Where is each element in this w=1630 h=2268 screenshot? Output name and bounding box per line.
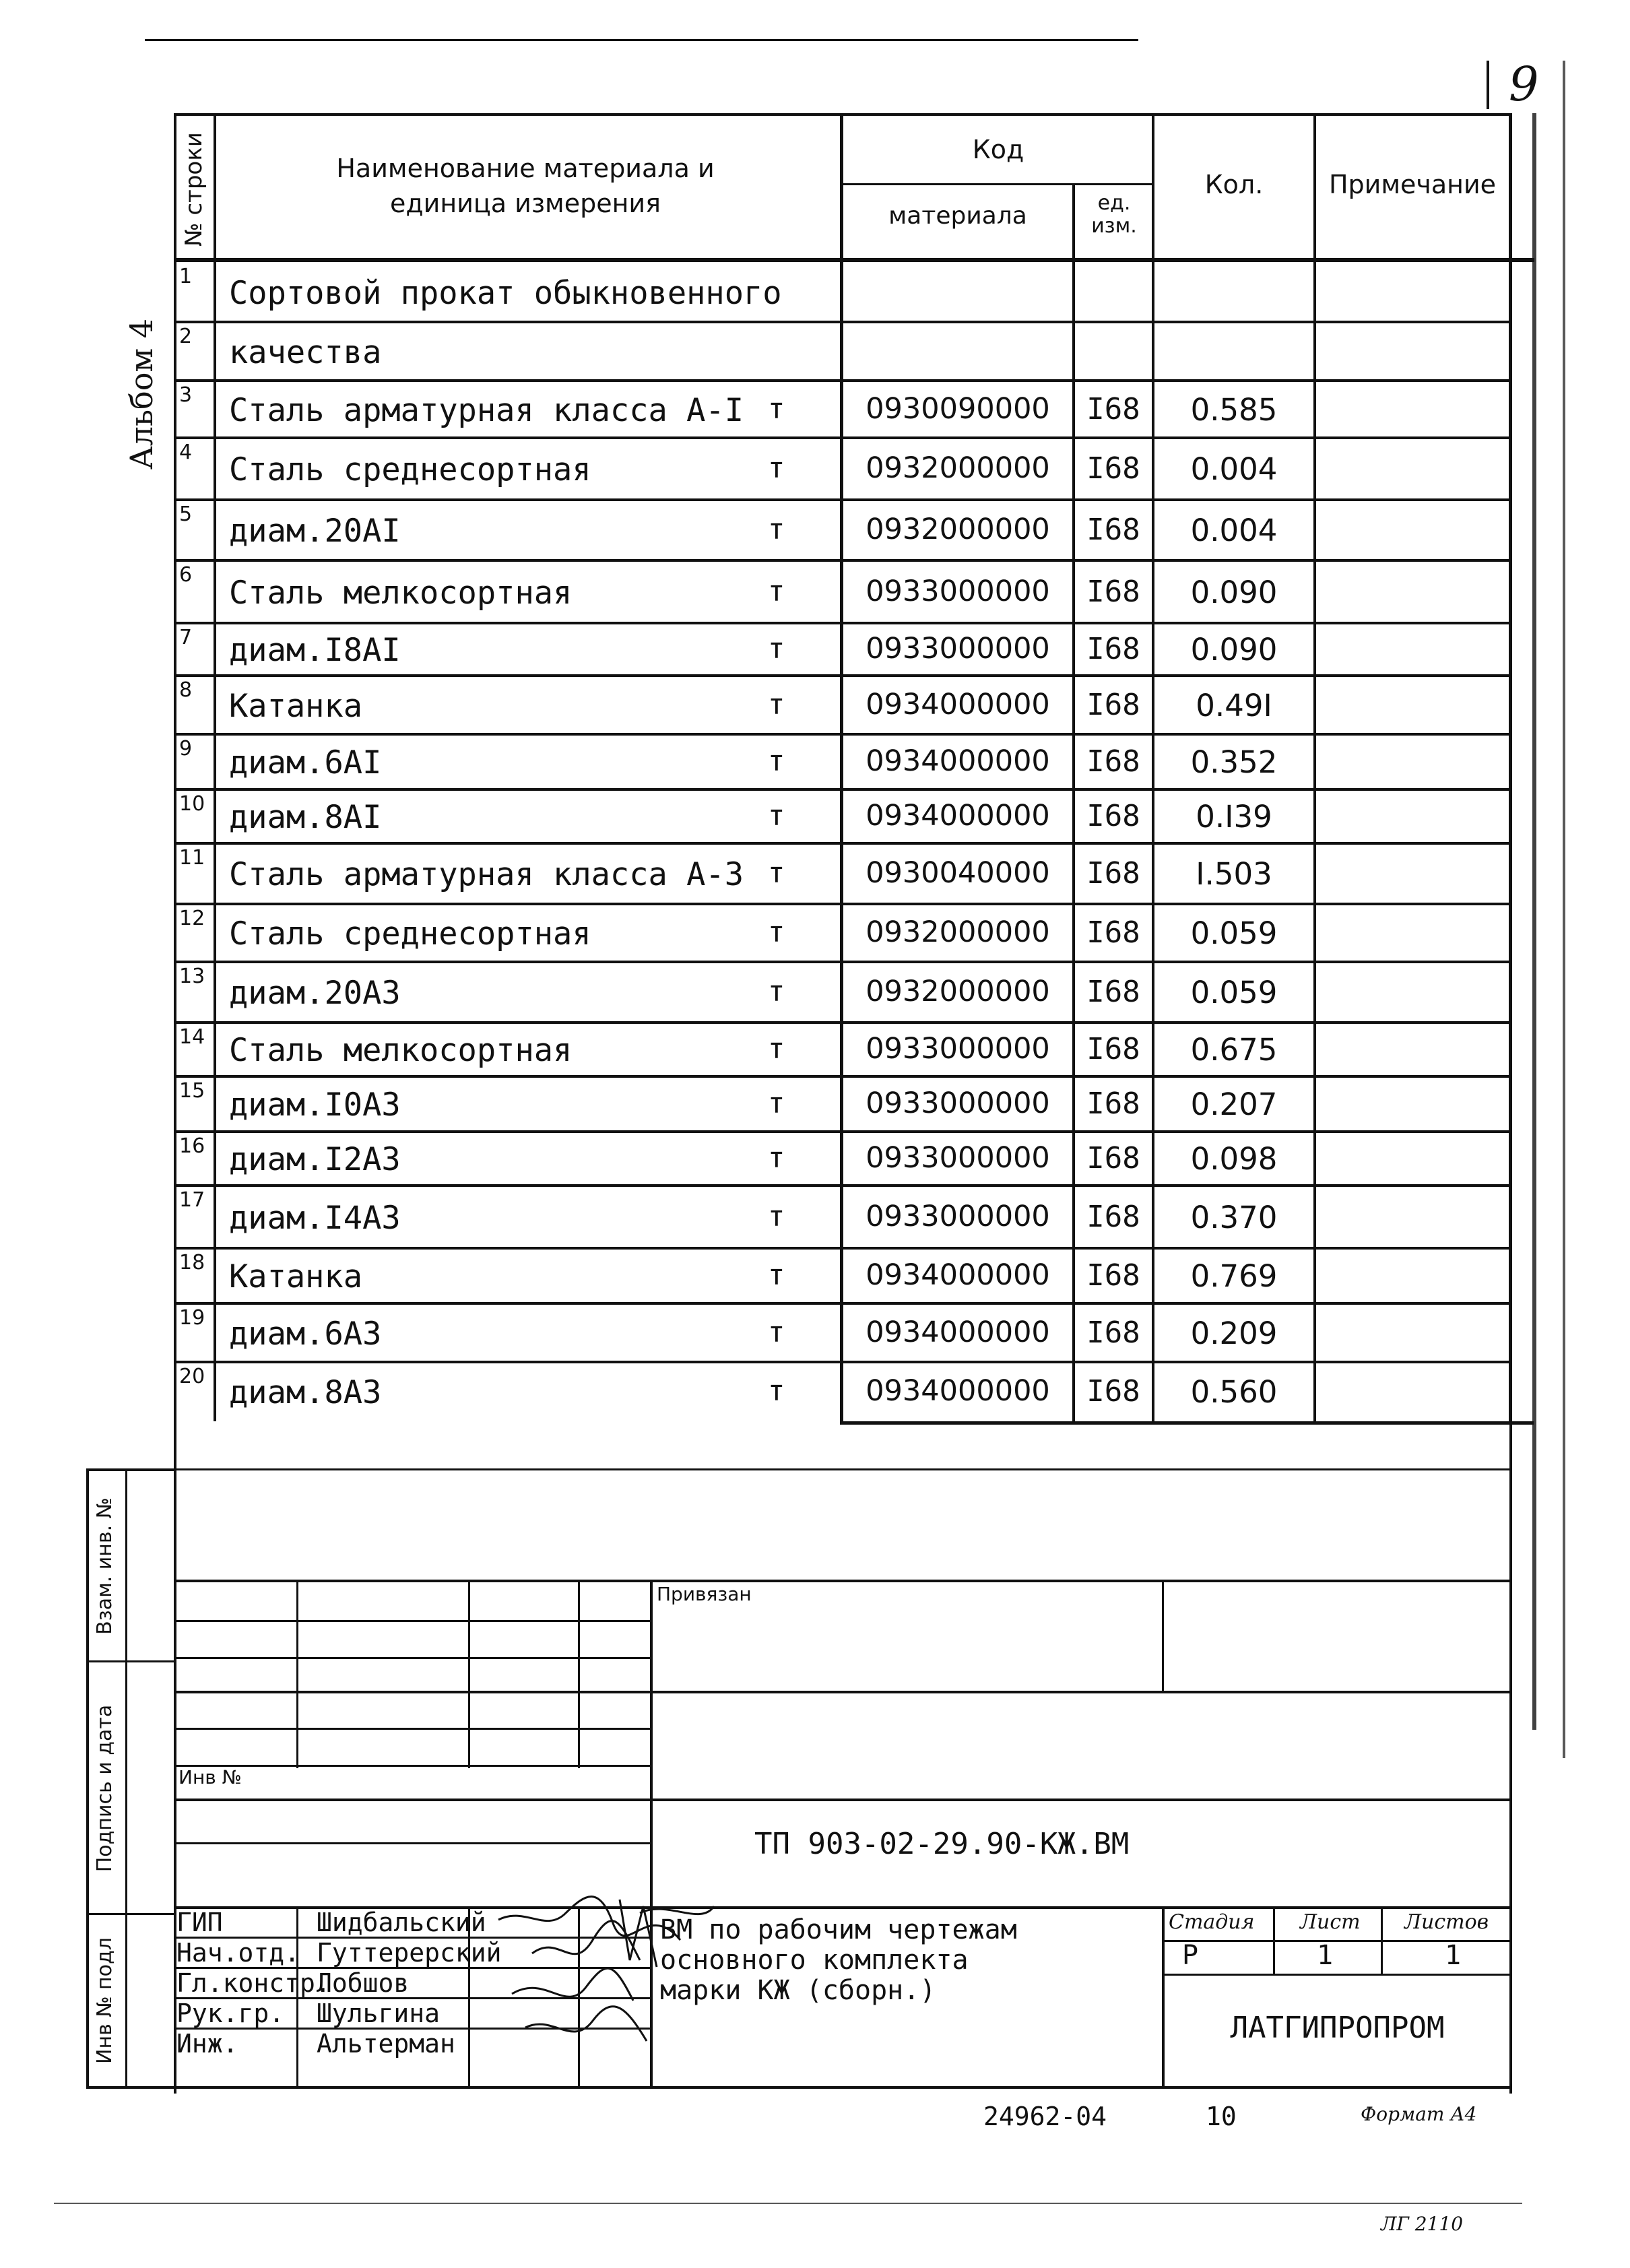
material-name: Сталь среднесортная: [229, 915, 591, 952]
material-name: диам.I2А3: [229, 1141, 401, 1178]
unit-of-measure: т: [768, 856, 785, 889]
row-number: 10: [179, 792, 205, 816]
row-divider: [174, 1130, 1511, 1133]
quantity: 0.I39: [1196, 799, 1272, 835]
quantity: 0.560: [1190, 1374, 1278, 1410]
side-label-vzam: Взам. инв. №: [93, 1497, 117, 1635]
quantity: 0.370: [1190, 1200, 1278, 1235]
material-name: качества: [229, 334, 382, 371]
header-code-unit: ед. изм.: [1091, 191, 1137, 238]
quantity: 0.090: [1190, 632, 1278, 668]
unit-code: I68: [1086, 632, 1140, 666]
quantity: 0.059: [1190, 975, 1278, 1010]
signer-name: Лобшов: [317, 1968, 410, 1998]
quantity: 0.059: [1190, 915, 1278, 951]
material-code: 0934000000: [866, 1258, 1050, 1292]
signer-role: Гл.констр.: [176, 1968, 331, 1998]
signer-role: Инж.: [176, 2029, 238, 2059]
material-code: 0932000000: [866, 513, 1050, 546]
row-divider: [174, 321, 1511, 323]
quantity: 0.090: [1190, 575, 1278, 610]
description-line-2: основного комплекта: [660, 1945, 969, 1976]
quantity: 0.675: [1190, 1032, 1278, 1068]
unit-of-measure: т: [768, 975, 785, 1008]
sheets-label: Листов: [1404, 1910, 1489, 1934]
material-code: 0933000000: [866, 1032, 1050, 1066]
signer-name: Шидбальский: [317, 1908, 486, 1937]
footer-number: 24962-04: [983, 2102, 1107, 2131]
material-name: диам.20А3: [229, 975, 401, 1012]
material-code: 0934000000: [866, 1316, 1050, 1349]
material-code: 0930090000: [866, 392, 1050, 426]
quantity: 0.585: [1190, 392, 1278, 428]
material-code: 0933000000: [866, 1141, 1050, 1175]
footer-corner: ЛГ 2110: [1381, 2213, 1464, 2235]
row-divider: [174, 1021, 1511, 1024]
signer-name: Альтерман: [317, 2029, 455, 2059]
material-code: 0934000000: [866, 688, 1050, 721]
side-label-inv: Инв № подл: [93, 1937, 117, 2064]
unit-code: I68: [1086, 915, 1140, 950]
sheets-value: 1: [1445, 1940, 1462, 1971]
unit-of-measure: т: [768, 1032, 785, 1065]
signer-name: Гуттерерский: [317, 1938, 502, 1968]
material-code: 0934000000: [866, 744, 1050, 778]
quantity: 0.209: [1190, 1316, 1278, 1351]
unit-code: I68: [1086, 799, 1140, 833]
material-code: 0933000000: [866, 1200, 1050, 1233]
unit-code: I68: [1086, 1316, 1140, 1350]
organization: ЛАТГИПРОПРОМ: [1230, 2011, 1445, 2045]
row-number: 18: [179, 1251, 205, 1274]
unit-code: I68: [1086, 1374, 1140, 1408]
material-name: диам.20АI: [229, 513, 401, 550]
row-number: 4: [179, 441, 193, 464]
unit-code: I68: [1086, 575, 1140, 609]
unit-of-measure: т: [768, 451, 785, 484]
signer-role: Нач.отд.: [176, 1938, 300, 1968]
signer-name: Шульгина: [317, 1999, 441, 2028]
quantity: 0.352: [1190, 744, 1278, 780]
side-label-podpis: Подпись и дата: [93, 1704, 117, 1873]
row-number: 2: [179, 325, 193, 348]
unit-code: I68: [1086, 1200, 1140, 1234]
material-name: диам.8А3: [229, 1374, 382, 1411]
material-name: диам.I0А3: [229, 1087, 401, 1124]
row-number: 20: [179, 1365, 205, 1388]
row-divider: [174, 961, 1511, 963]
material-name: Катанка: [229, 688, 363, 725]
quantity: 0.49I: [1196, 688, 1272, 723]
header-qty: Кол.: [1204, 170, 1264, 199]
signer-role: ГИП: [176, 1908, 223, 1937]
unit-of-measure: т: [768, 513, 785, 546]
row-divider: [174, 903, 1511, 905]
material-name: Катанка: [229, 1258, 363, 1295]
material-name: Сталь среднесортная: [229, 451, 591, 488]
quantity: 0.004: [1190, 513, 1278, 548]
inv-no-label: Инв №: [178, 1766, 242, 1788]
row-divider: [174, 1075, 1511, 1078]
signature-scribbles: [485, 1859, 741, 2081]
unit-code: I68: [1086, 1032, 1140, 1066]
unit-of-measure: т: [768, 1141, 785, 1174]
header-code-material: материала: [888, 202, 1027, 230]
quantity: 0.004: [1190, 451, 1278, 487]
row-divider: [174, 498, 1511, 501]
row-number: 13: [179, 965, 205, 988]
material-code: 0933000000: [866, 575, 1050, 608]
unit-code: I68: [1086, 392, 1140, 426]
sheet-number: 9: [1509, 57, 1539, 112]
row-number: 8: [179, 678, 193, 702]
row-divider: [174, 1247, 1511, 1250]
unit-of-measure: т: [768, 1087, 785, 1120]
material-name: диам.8АI: [229, 799, 382, 836]
header-name: Наименование материала и единица измерения: [336, 154, 715, 218]
document-code: ТП 903-02-29.90-КЖ.ВМ: [754, 1827, 1130, 1861]
quantity: I.503: [1196, 856, 1272, 892]
unit-of-measure: т: [768, 1316, 785, 1349]
row-divider: [174, 788, 1511, 791]
material-name: Сталь арматурная класса А-I: [229, 392, 744, 429]
row-divider: [174, 1184, 1511, 1187]
material-code: 0932000000: [866, 975, 1050, 1008]
quantity: 0.769: [1190, 1258, 1278, 1294]
material-name: диам.6АI: [229, 744, 382, 781]
footer-page: 10: [1206, 2102, 1237, 2131]
material-code: 0932000000: [866, 451, 1050, 485]
unit-of-measure: т: [768, 799, 785, 832]
unit-code: I68: [1086, 451, 1140, 486]
row-divider: [174, 1302, 1511, 1305]
quantity: 0.098: [1190, 1141, 1278, 1177]
signer-role: Рук.гр.: [176, 1999, 285, 2028]
row-number: 19: [179, 1306, 205, 1330]
description-line-1: ВМ по рабочим чертежам: [660, 1914, 1017, 1945]
unit-of-measure: т: [768, 1374, 785, 1407]
material-code: 0934000000: [866, 799, 1050, 833]
sheet-value: 1: [1317, 1940, 1334, 1971]
material-name: Сталь мелкосортная: [229, 1032, 573, 1069]
row-divider: [174, 559, 1511, 562]
row-number: 12: [179, 907, 205, 930]
row-number: 5: [179, 503, 193, 526]
unit-of-measure: т: [768, 392, 785, 425]
row-number: 6: [179, 563, 193, 587]
unit-of-measure: т: [768, 632, 785, 665]
unit-code: I68: [1086, 856, 1140, 890]
unit-code: I68: [1086, 688, 1140, 722]
unit-of-measure: т: [768, 1200, 785, 1233]
material-name: диам.6А3: [229, 1316, 382, 1353]
unit-code: I68: [1086, 1087, 1140, 1121]
row-divider: [174, 674, 1511, 677]
material-name: Сталь мелкосортная: [229, 575, 573, 612]
unit-code: I68: [1086, 975, 1140, 1009]
unit-code: I68: [1086, 744, 1140, 779]
row-divider: [174, 1361, 1511, 1363]
row-number: 15: [179, 1079, 205, 1103]
row-number: 11: [179, 846, 205, 870]
album-label: Альбом 4: [123, 318, 160, 470]
unit-of-measure: т: [768, 688, 785, 721]
row-number: 1: [179, 265, 193, 288]
row-number: 7: [179, 626, 193, 649]
row-number: 14: [179, 1025, 205, 1049]
header-row-no: № строки: [181, 132, 207, 247]
row-divider: [174, 733, 1511, 736]
row-divider: [174, 379, 1511, 382]
unit-code: I68: [1086, 513, 1140, 547]
stage-value: Р: [1182, 1940, 1199, 1971]
material-code: 0930040000: [866, 856, 1050, 890]
quantity: 0.207: [1190, 1087, 1278, 1122]
row-number: 17: [179, 1188, 205, 1212]
row-divider: [174, 622, 1511, 624]
stage-label: Стадия: [1169, 1910, 1255, 1934]
material-name: Сортовой прокат обыкновенного: [229, 275, 782, 312]
material-code: 0932000000: [866, 915, 1050, 949]
row-number: 9: [179, 737, 193, 760]
material-name: Сталь арматурная класса А-3: [229, 856, 744, 893]
material-name: диам.I4А3: [229, 1200, 401, 1237]
unit-of-measure: т: [768, 575, 785, 608]
unit-of-measure: т: [768, 1258, 785, 1291]
footer-format: Формат А4: [1361, 2103, 1477, 2125]
privyazan-label: Привязан: [657, 1583, 752, 1605]
row-number: 16: [179, 1134, 205, 1158]
row-divider: [174, 436, 1511, 439]
unit-of-measure: т: [768, 744, 785, 777]
material-name: диам.I8АI: [229, 632, 401, 669]
unit-code: I68: [1086, 1141, 1140, 1175]
material-code: 0933000000: [866, 632, 1050, 666]
description-line-3: марки КЖ (сборн.): [660, 1975, 936, 2006]
unit-of-measure: т: [768, 915, 785, 948]
row-number: 3: [179, 383, 193, 407]
header-code: Код: [972, 135, 1024, 164]
unit-code: I68: [1086, 1258, 1140, 1293]
material-code: 0934000000: [866, 1374, 1050, 1408]
header-note: Примечание: [1328, 170, 1497, 199]
material-code: 0933000000: [866, 1087, 1050, 1120]
sheet-label: Лист: [1300, 1910, 1361, 1934]
row-divider: [174, 842, 1511, 845]
